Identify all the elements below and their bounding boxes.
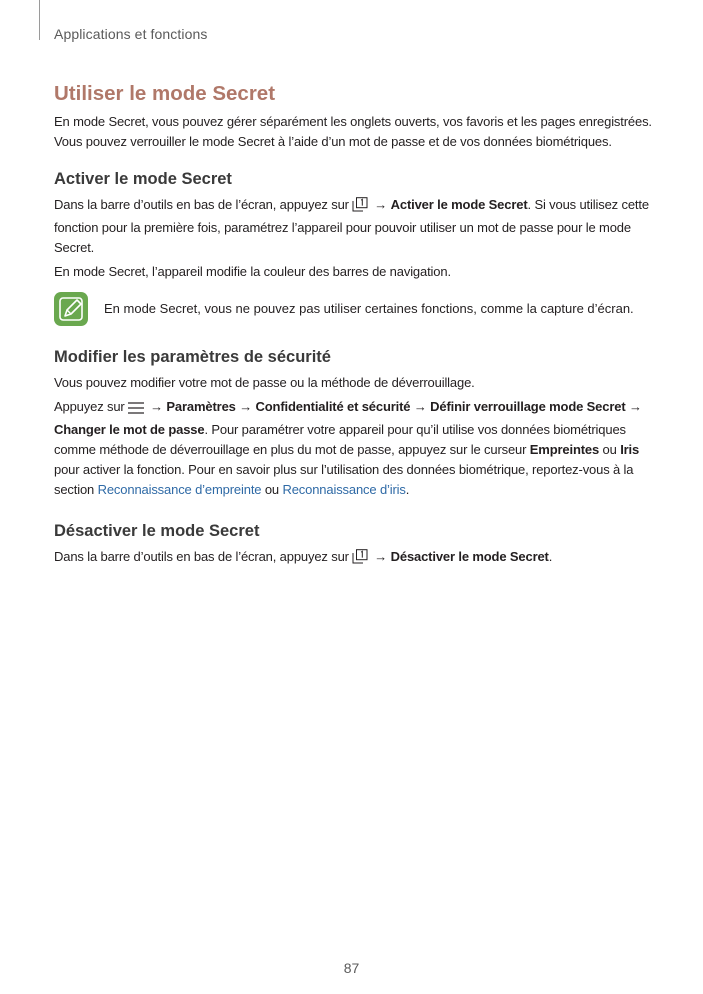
security-text-2: ou bbox=[599, 442, 621, 457]
header-rule bbox=[39, 0, 40, 40]
deactivate-heading: Désactiver le mode Secret bbox=[54, 522, 260, 540]
security-heading: Modifier les paramètres de sécurité bbox=[54, 348, 331, 366]
deactivate-section bbox=[54, 522, 654, 570]
deactivate-arrow: → bbox=[370, 549, 391, 564]
activate-text-before: Dans la barre d’outils en bas de l’écran, appuyez sur bbox=[54, 197, 349, 212]
menu-path-changer-mot-de-passe: Changer le mot de passe bbox=[54, 422, 205, 437]
activate-text-after: . Si vous utilisez cette fonction pour la première fois, paramétrez l’appareil pour pouvoir utiliser un mot de passe pour le mode Secret. bbox=[54, 197, 649, 255]
security-arrow-3: → bbox=[410, 399, 431, 414]
security-text-1: . Pour paramétrer votre appareil pour qu’il utilise vos données biométriques comme méthode de déverrouillage en plus du mot de passe, appuyez sur le curseur bbox=[54, 422, 626, 457]
link-reconnaissance-iris[interactable]: Reconnaissance d’iris bbox=[282, 482, 406, 497]
page-title: Utiliser le mode Secret bbox=[54, 82, 276, 105]
option-empreintes: Empreintes bbox=[529, 442, 600, 457]
menu-path-definir-verrouillage: Définir verrouillage mode Secret bbox=[430, 399, 626, 414]
note-pencil-icon bbox=[54, 292, 88, 326]
security-arrow-2: → bbox=[235, 399, 256, 414]
security-arrow-4: → bbox=[625, 399, 642, 414]
activate-heading: Activer le mode Secret bbox=[54, 170, 232, 188]
note-box bbox=[54, 292, 654, 326]
activate-section bbox=[54, 170, 654, 326]
main-content bbox=[54, 82, 654, 574]
deactivate-text-before: Dans la barre d’outils en bas de l’écran, appuyez sur bbox=[54, 549, 349, 564]
activate-paragraph bbox=[54, 195, 654, 258]
deactivate-paragraph bbox=[54, 547, 654, 570]
activate-paragraph-2: En mode Secret, l’appareil modifie la couleur des barres de navigation. bbox=[54, 264, 451, 279]
security-text-5: . bbox=[405, 482, 410, 497]
menu-icon bbox=[128, 400, 144, 420]
security-section bbox=[54, 348, 654, 500]
deactivate-text-after: . bbox=[548, 549, 553, 564]
note-text: En mode Secret, vous ne pouvez pas utiliser certaines fonctions, comme la capture d’écran. bbox=[104, 301, 634, 316]
intro-paragraph: En mode Secret, vous pouvez gérer séparément les onglets ouverts, vos favoris et les pages enregistrées. Vous pouvez verrouiller le mode Secret à l’aide d’un mot de passe et de vos données biométriques. bbox=[54, 114, 652, 149]
section-header: Applications et fonctions bbox=[54, 26, 208, 42]
option-iris: Iris bbox=[620, 442, 640, 457]
security-paragraph-2 bbox=[54, 397, 654, 500]
security-text-4: ou bbox=[261, 482, 283, 497]
link-reconnaissance-empreinte[interactable]: Reconnaissance d’empreinte bbox=[97, 482, 262, 497]
deactivate-menu-item: Désactiver le mode Secret bbox=[390, 549, 549, 564]
menu-path-parametres: Paramètres bbox=[166, 399, 236, 414]
security-arrow-1: → bbox=[146, 399, 167, 414]
security-text-3: pour activer la fonction. Pour en savoir plus sur l’utilisation des données biométrique, reportez-vous à la section bbox=[54, 462, 634, 497]
tabs-icon bbox=[352, 549, 368, 570]
activate-menu-item: Activer le mode Secret bbox=[390, 197, 528, 212]
activate-arrow: → bbox=[370, 197, 391, 212]
page-number: 87 bbox=[343, 960, 360, 976]
menu-path-confidentialite: Confidentialité et sécurité bbox=[255, 399, 411, 414]
security-text-start: Appuyez sur bbox=[54, 399, 125, 414]
tabs-icon bbox=[352, 197, 368, 218]
security-paragraph-1: Vous pouvez modifier votre mot de passe ou la méthode de déverrouillage. bbox=[54, 375, 475, 390]
